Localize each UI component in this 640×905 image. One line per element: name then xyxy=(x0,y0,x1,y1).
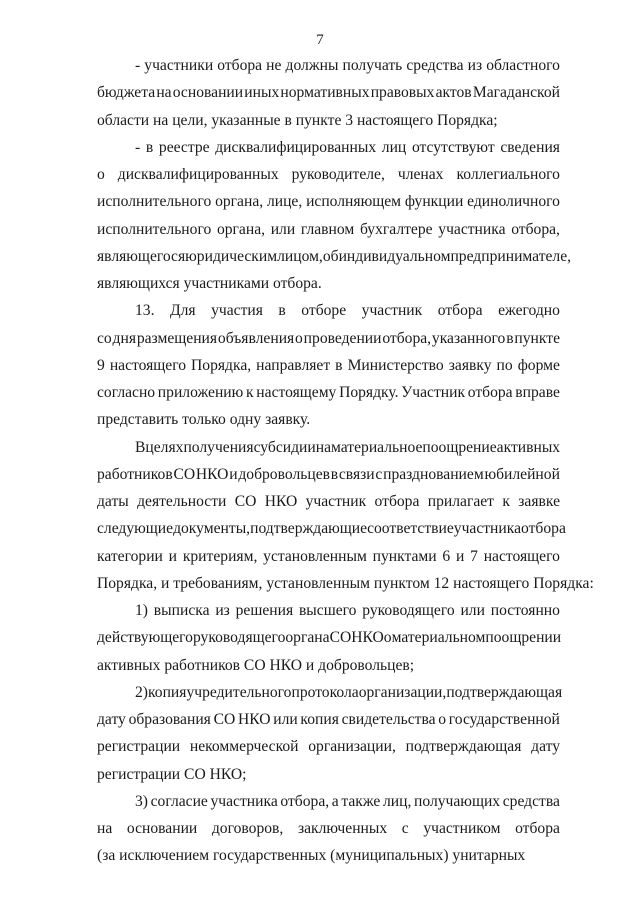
text-line: Порядка, и требованиям, установленным пунктом 12 настоящего Порядка: xyxy=(97,574,594,592)
text-line: согласно приложению к настоящему Порядку. Участник отбора вправе xyxy=(97,384,560,401)
paragraph xyxy=(97,297,560,433)
paragraph xyxy=(97,434,594,598)
paragraph xyxy=(97,679,563,788)
text-line: действующего руководящего органа СО НКО о материальном поощрении xyxy=(97,629,562,647)
text-line: представить только одну заявку. xyxy=(97,411,311,429)
paragraph xyxy=(97,52,560,134)
text-line: 2) копия учредительного протокола организации, подтверждающая xyxy=(135,683,563,701)
page-number: 7 xyxy=(316,32,324,48)
text-line: исполнительного органа, лице, исполняющем функции единоличного xyxy=(97,193,560,211)
document-body xyxy=(97,52,594,870)
text-line: области на цели, указанные в пункте 3 настоящего Порядка; xyxy=(97,111,498,129)
text-line: на основании договоров, заключенных с участником отбора xyxy=(97,820,560,837)
text-line: 9 настоящего Порядка, направляет в Министерство заявку по форме xyxy=(97,356,560,374)
text-line: следующие документы, подтверждающие соответствие участника отбора xyxy=(97,520,566,538)
text-line: категории и критериям, установленным пунктами 6 и 7 настоящего xyxy=(97,547,560,565)
text-line: являющегося юридическим лицом, об индивидуальном предпринимателе, xyxy=(97,247,572,265)
paragraph xyxy=(97,134,572,298)
text-line: регистрации СО НКО; xyxy=(97,765,247,783)
text-line: бюджета на основании иных нормативных правовых актов Магаданской xyxy=(97,84,560,102)
text-line: исполнительного органа, или главном бухгалтере участника отбора, xyxy=(97,220,560,238)
text-line: дату образования СО НКО или копия свидетельства о государственной xyxy=(97,711,560,728)
paragraph xyxy=(97,788,560,870)
text-line: о дисквалифицированных руководителе, членах коллегиального xyxy=(97,166,560,183)
text-line: - участники отбора не должны получать средства из областного xyxy=(135,57,560,74)
text-line: (за исключением государственных (муниципальных) унитарных xyxy=(97,847,526,865)
text-line: даты деятельности СО НКО участник отбора прилагает к заявке xyxy=(97,493,560,510)
text-line: активных работников СО НКО и добровольцев; xyxy=(97,656,415,674)
text-line: со дня размещения объявления о проведении отбора, указанного в пункте xyxy=(97,329,560,347)
text-line: работников СО НКО и добровольцев в связи с празднованием юбилейной xyxy=(97,465,560,483)
paragraph xyxy=(97,597,560,679)
text-line: 1) выписка из решения высшего руководящего или постоянно xyxy=(135,602,560,619)
text-line: регистрации некоммерческой организации, подтверждающая дату xyxy=(97,738,560,756)
text-line: 13. Для участия в отборе участник отбора ежегодно xyxy=(135,302,560,320)
text-line: - в реестре дисквалифицированных лиц отсутствуют сведения xyxy=(135,138,560,156)
text-line: В целях получения субсидии на материальное поощрение активных xyxy=(135,438,561,456)
text-line: являющихся участниками отбора. xyxy=(97,275,322,292)
text-line: 3) согласие участника отбора, а также лиц, получающих средства xyxy=(135,792,560,810)
